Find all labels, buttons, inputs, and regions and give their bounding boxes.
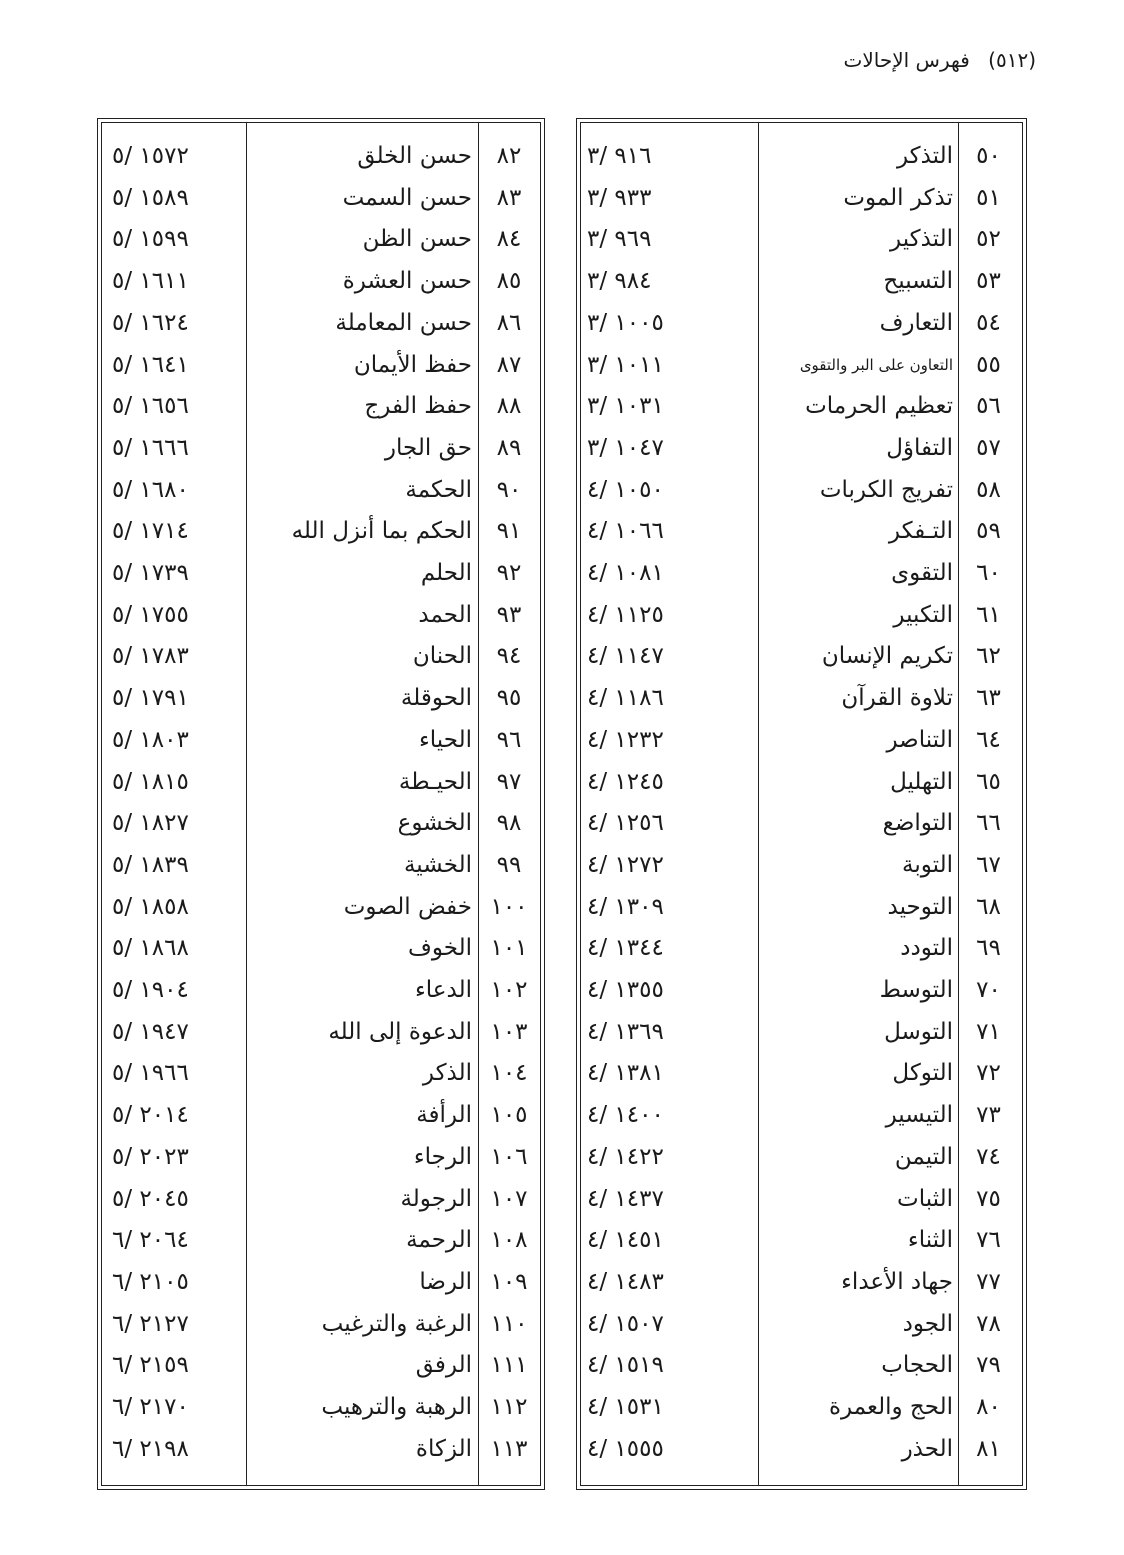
entry-number: ٨٥ [496, 268, 522, 295]
entry-number: ٩٣ [496, 601, 522, 628]
entry-topic: الحجاب [881, 1352, 953, 1379]
entry-number: ١٠٠ [490, 893, 528, 920]
entry-topic: حفظ الأيمان [353, 351, 472, 378]
entry-topic: التسبيح [883, 268, 953, 295]
index-row [581, 636, 1022, 678]
entry-number: ٨٦ [496, 309, 522, 336]
entry-topic: تفريج الكربات [819, 476, 953, 503]
entry-reference: ١٩٤٧ /٥ [112, 1018, 189, 1045]
entry-topic: الحلم [420, 560, 472, 586]
entry-reference: ١٢٣٢ /٤ [587, 726, 664, 753]
entry-topic: الحوقلة [400, 685, 472, 712]
page-title: فهرس الإحالات [843, 48, 970, 72]
index-row [581, 1220, 1022, 1262]
entry-topic: الجود [902, 1310, 953, 1337]
index-row [581, 762, 1022, 804]
index-row [102, 1220, 540, 1262]
entry-reference: ٩٣٣ /٣ [587, 184, 652, 211]
entry-number: ٥٤ [976, 309, 1001, 336]
entry-topic: الحكمة [405, 476, 472, 503]
entry-topic: التيمن [894, 1143, 953, 1170]
entry-topic: التفاؤل [886, 434, 953, 461]
entry-number: ٦٨ [976, 893, 1001, 920]
entry-reference: ١٤٢٢ /٤ [587, 1143, 664, 1170]
entry-reference: ١٥٨٩ /٥ [112, 184, 189, 211]
entry-number: ٦٢ [976, 643, 1001, 670]
entry-number: ٧٩ [976, 1352, 1001, 1379]
entry-topic: خفض الصوت [343, 893, 472, 920]
entry-reference: ١٢٤٥ /٤ [587, 768, 664, 795]
entry-number: ٩٤ [496, 643, 522, 670]
entry-topic: الرجولة [400, 1185, 472, 1212]
entry-number: ١١١ [490, 1352, 528, 1379]
index-row [102, 1345, 540, 1387]
index-row [102, 511, 540, 553]
entry-topic: الرغبة والترغيب [321, 1310, 472, 1337]
entry-topic: الحيـطة [398, 768, 472, 795]
entry-number: ٥٧ [976, 434, 1001, 461]
index-row [102, 928, 540, 970]
entry-topic: الحج والعمرة [828, 1394, 953, 1420]
entry-topic: الخشوع [397, 810, 472, 837]
entry-topic: حسن السمت [342, 184, 472, 211]
entry-reference: ١٥٠٧ /٤ [587, 1310, 664, 1337]
index-row [581, 261, 1022, 303]
entry-topic: تعظيم الحرمات [805, 393, 953, 420]
entry-reference: ١٠١١ /٣ [587, 351, 664, 378]
entry-reference: ١٣٠٩ /٤ [587, 893, 664, 920]
index-row [581, 1179, 1022, 1221]
entry-topic: حسن العشرة [342, 268, 472, 295]
entry-number: ٩٦ [496, 726, 522, 753]
entry-number: ١٠٧ [490, 1185, 528, 1212]
index-row [581, 1137, 1022, 1179]
entry-reference: ٩١٦ /٣ [587, 143, 652, 169]
entry-reference: ١٦٢٤ /٥ [112, 309, 189, 336]
index-row [581, 1095, 1022, 1137]
entry-number: ٧٦ [976, 1227, 1001, 1254]
entry-reference: ١٢٧٢ /٤ [587, 851, 664, 878]
index-row [581, 178, 1022, 220]
entry-topic: الرأفة [416, 1102, 472, 1129]
index-table-left [101, 122, 541, 1486]
entry-topic: التكبير [893, 601, 953, 628]
index-row [581, 970, 1022, 1012]
index-row [102, 887, 540, 929]
entry-reference: ١٢٥٦ /٤ [587, 810, 664, 837]
entry-topic: الخوف [408, 935, 472, 962]
entry-reference: ١٩٦٦ /٥ [112, 1060, 189, 1087]
entry-topic: التوبة [902, 851, 953, 878]
entry-topic: الحكم بما أنزل الله [291, 518, 472, 545]
index-row [102, 345, 540, 387]
entry-reference: ١٥٣١ /٤ [587, 1394, 664, 1420]
index-row [581, 887, 1022, 929]
index-row [581, 1304, 1022, 1346]
entry-number: ٦٠ [976, 560, 1001, 586]
index-row [581, 803, 1022, 845]
index-row [102, 970, 540, 1012]
entry-topic: التعاون على البر والتقوى [799, 355, 953, 374]
index-row [102, 1012, 540, 1054]
entry-number: ١٠٦ [490, 1143, 528, 1170]
entry-number: ٨٠ [976, 1394, 1001, 1420]
index-row [102, 1095, 540, 1137]
entry-reference: ١٧١٤ /٥ [112, 518, 189, 545]
entry-number: ٦٩ [976, 935, 1001, 962]
entry-reference: ٢١٠٥ /٦ [112, 1268, 189, 1295]
entry-topic: الذكر [422, 1060, 472, 1087]
entry-number: ١٠٢ [490, 977, 528, 1003]
entry-topic: التعارف [879, 309, 953, 336]
entry-reference: ١٣٥٥ /٤ [587, 977, 664, 1003]
index-row [581, 1387, 1022, 1429]
entry-number: ٩٨ [496, 810, 522, 837]
entry-number: ٨٧ [496, 351, 522, 378]
entry-number: ٥٢ [976, 226, 1001, 253]
index-row [581, 136, 1022, 178]
entry-number: ٧٠ [976, 977, 1001, 1003]
entry-reference: ١٠٨١ /٤ [587, 560, 664, 586]
entry-topic: التهليل [890, 768, 953, 795]
entry-reference: ٢٠١٤ /٥ [112, 1102, 189, 1129]
entry-reference: ١٨٦٨ /٥ [112, 935, 189, 962]
entry-topic: التواضع [882, 810, 953, 837]
entry-reference: ١٠٦٦ /٤ [587, 518, 664, 545]
entry-topic: حسن الخلق [357, 143, 472, 169]
entry-reference: ١٧٩١ /٥ [112, 685, 189, 712]
index-row [581, 303, 1022, 345]
entry-reference: ١٨٢٧ /٥ [112, 810, 189, 837]
entry-reference: ٢٠٤٥ /٥ [112, 1185, 189, 1212]
entry-number: ٧٤ [976, 1143, 1001, 1170]
entry-reference: ١٦٨٠ /٥ [112, 476, 189, 503]
entry-topic: التذكر [896, 143, 953, 169]
entry-reference: ١٩٠٤ /٥ [112, 977, 189, 1003]
entry-reference: ٩٨٤ /٣ [587, 268, 652, 295]
entry-number: ٥٣ [976, 268, 1001, 295]
entry-reference: ٢١٩٨ /٦ [112, 1435, 189, 1462]
entry-topic: الرهبة والترهيب [321, 1394, 472, 1420]
entry-reference: ١٨٣٩ /٥ [112, 851, 189, 878]
entry-reference: ١١٤٧ /٤ [587, 643, 664, 670]
entry-number: ٨٨ [496, 393, 522, 420]
index-row [581, 720, 1022, 762]
entry-topic: تلاوة القرآن [841, 685, 953, 712]
entry-number: ١١٠ [490, 1310, 528, 1337]
index-row [581, 678, 1022, 720]
index-row [581, 386, 1022, 428]
entry-topic: الدعوة إلى الله [328, 1018, 472, 1045]
entry-reference: ١٠٣١ /٣ [587, 393, 664, 420]
entry-topic: التناصر [886, 726, 953, 753]
entry-reference: ١٣٨١ /٤ [587, 1060, 664, 1087]
entry-number: ١٠١ [490, 935, 528, 962]
entry-topic: الدعاء [414, 977, 472, 1003]
entry-reference: ١٤٠٠ /٤ [587, 1102, 664, 1129]
entry-reference: ٩٦٩ /٣ [587, 226, 652, 253]
entry-reference: ٢١٧٠ /٦ [112, 1394, 189, 1420]
entry-number: ٧٧ [976, 1268, 1001, 1295]
entry-topic: تذكر الموت [843, 184, 953, 211]
entry-number: ٦١ [976, 601, 1001, 628]
index-row [102, 261, 540, 303]
entry-number: ٧٨ [976, 1310, 1001, 1337]
index-row [102, 1429, 540, 1471]
entry-topic: الحنان [412, 643, 472, 670]
entry-topic: التوسط [879, 977, 953, 1003]
entry-number: ٥٠ [976, 143, 1001, 169]
entry-topic: حق الجار [384, 434, 472, 461]
index-row [102, 303, 540, 345]
entry-number: ١٠٨ [490, 1227, 528, 1254]
page-number: (٥١٢) [988, 48, 1036, 72]
entry-topic: التـفكر [888, 518, 953, 545]
entry-reference: ١٤٣٧ /٤ [587, 1185, 664, 1212]
entry-number: ١٠٩ [490, 1268, 528, 1295]
entry-reference: ٢١٢٧ /٦ [112, 1310, 189, 1337]
entry-reference: ١٧٥٥ /٥ [112, 601, 189, 628]
index-row [102, 1304, 540, 1346]
entry-reference: ١٣٦٩ /٤ [587, 1018, 664, 1045]
index-row [102, 678, 540, 720]
entry-number: ٩٧ [496, 768, 522, 795]
entry-topic: الرفق [415, 1352, 472, 1379]
index-row [102, 1053, 540, 1095]
entry-reference: ١٨٠٣ /٥ [112, 726, 189, 753]
entry-reference: ١٤٥١ /٤ [587, 1227, 664, 1254]
entry-topic: الزكاة [415, 1435, 472, 1462]
entry-topic: التذكير [890, 226, 953, 253]
index-row [581, 1053, 1022, 1095]
index-row [102, 595, 540, 637]
index-row [102, 636, 540, 678]
index-row [102, 1387, 540, 1429]
entry-number: ٧٥ [976, 1185, 1001, 1212]
entry-reference: ١٦١١ /٥ [112, 268, 189, 295]
index-row [102, 1137, 540, 1179]
index-row [581, 1429, 1022, 1471]
entry-reference: ١٥٩٩ /٥ [112, 226, 189, 253]
entry-number: ٥٨ [976, 476, 1001, 503]
entry-reference: ١٨٥٨ /٥ [112, 893, 189, 920]
entry-number: ١٠٣ [490, 1018, 528, 1045]
entry-reference: ١٥١٩ /٤ [587, 1352, 664, 1379]
entry-number: ٥٩ [976, 518, 1001, 545]
index-row [581, 1345, 1022, 1387]
index-row [581, 928, 1022, 970]
entry-reference: ١٦٥٦ /٥ [112, 393, 189, 420]
entry-number: ٧٣ [976, 1102, 1001, 1129]
index-panel-right [576, 118, 1027, 1490]
entry-number: ٦٧ [976, 851, 1001, 878]
entry-number: ٥٦ [976, 393, 1001, 420]
entry-topic: الحذر [901, 1435, 953, 1462]
running-head [844, 48, 1036, 72]
entry-reference: ١٥٥٥ /٤ [587, 1435, 664, 1462]
index-row [102, 762, 540, 804]
entry-reference: ١٦٦٦ /٥ [112, 434, 189, 461]
entry-number: ٨٢ [496, 143, 522, 169]
entry-number: ٩٠ [496, 476, 522, 503]
entry-topic: الرضا [419, 1268, 472, 1295]
entry-reference: ١٧٨٣ /٥ [112, 643, 189, 670]
index-row [102, 553, 540, 595]
entry-number: ١٠٤ [490, 1060, 528, 1087]
entry-number: ٩٥ [496, 685, 522, 712]
index-row [102, 470, 540, 512]
index-row [581, 1012, 1022, 1054]
index-panel-left [97, 118, 545, 1490]
index-row [581, 845, 1022, 887]
entry-topic: الثناء [907, 1227, 953, 1254]
entry-topic: الحياء [418, 726, 472, 753]
index-row [581, 595, 1022, 637]
entry-topic: التوحيد [887, 893, 953, 920]
entry-number: ٨٩ [496, 434, 522, 461]
entry-number: ٩٩ [496, 851, 522, 878]
entry-number: ١١٣ [490, 1435, 528, 1462]
index-table-right [580, 122, 1023, 1486]
index-row [102, 219, 540, 261]
entry-topic: التقوى [891, 560, 953, 586]
entry-topic: الرجاء [413, 1143, 472, 1170]
entry-number: ٨٤ [496, 226, 522, 253]
entry-topic: جهاد الأعداء [841, 1268, 953, 1295]
index-row [581, 345, 1022, 387]
entry-number: ٩٢ [496, 560, 522, 586]
entry-reference: ٢٠٢٣ /٥ [112, 1143, 189, 1170]
entry-reference: ١٤٨٣ /٤ [587, 1268, 664, 1295]
entry-reference: ١٠٥٠ /٤ [587, 476, 664, 503]
entry-topic: حفظ الفرج [364, 393, 472, 420]
index-row [102, 720, 540, 762]
entry-number: ٩١ [496, 518, 522, 545]
index-row [102, 1179, 540, 1221]
entry-number: ٨٣ [496, 184, 522, 211]
entry-reference: ١٦٤١ /٥ [112, 351, 189, 378]
entry-topic: حسن الظن [362, 226, 472, 253]
entry-number: ١٠٥ [490, 1102, 528, 1129]
entry-number: ٦٥ [976, 768, 1001, 795]
index-row [581, 428, 1022, 470]
entry-reference: ٢٠٦٤ /٦ [112, 1227, 189, 1254]
entry-topic: الثبات [897, 1185, 953, 1212]
index-row [102, 845, 540, 887]
entry-number: ٥١ [976, 184, 1001, 211]
entry-topic: الحمد [418, 601, 472, 628]
entry-number: ٦٣ [976, 685, 1001, 712]
entry-number: ٧٢ [976, 1060, 1001, 1087]
entry-reference: ١٣٤٤ /٤ [587, 935, 664, 962]
index-row [102, 386, 540, 428]
entry-number: ٦٤ [976, 726, 1001, 753]
entry-reference: ١٥٧٢ /٥ [112, 143, 189, 169]
index-row [102, 803, 540, 845]
entry-reference: ١١٨٦ /٤ [587, 685, 664, 712]
entry-topic: الخشية [403, 851, 472, 878]
entry-topic: التيسير [885, 1102, 953, 1129]
index-row [581, 219, 1022, 261]
index-row [102, 1262, 540, 1304]
index-row [581, 553, 1022, 595]
index-row [581, 1262, 1022, 1304]
entry-number: ٥٥ [976, 351, 1001, 378]
entry-number: ٦٦ [976, 810, 1001, 837]
entry-number: ٨١ [976, 1435, 1001, 1462]
index-row [102, 428, 540, 470]
index-row [581, 470, 1022, 512]
entry-reference: ١٧٣٩ /٥ [112, 560, 189, 586]
entry-reference: ١٠٤٧ /٣ [587, 434, 664, 461]
entry-number: ٧١ [976, 1018, 1001, 1045]
entry-number: ١١٢ [490, 1394, 528, 1420]
entry-reference: ١١٢٥ /٤ [587, 601, 664, 628]
entry-topic: تكريم الإنسان [821, 643, 953, 670]
entry-reference: ١٨١٥ /٥ [112, 768, 189, 795]
index-row [102, 136, 540, 178]
entry-topic: الرحمة [406, 1227, 472, 1254]
entry-topic: التوسل [884, 1018, 953, 1045]
entry-reference: ٢١٥٩ /٦ [112, 1352, 189, 1379]
entry-topic: التوكل [892, 1060, 953, 1087]
index-row [581, 511, 1022, 553]
entry-topic: حسن المعاملة [335, 309, 472, 336]
entry-topic: التودد [900, 935, 953, 962]
entry-reference: ١٠٠٥ /٣ [587, 309, 664, 336]
index-row [102, 178, 540, 220]
